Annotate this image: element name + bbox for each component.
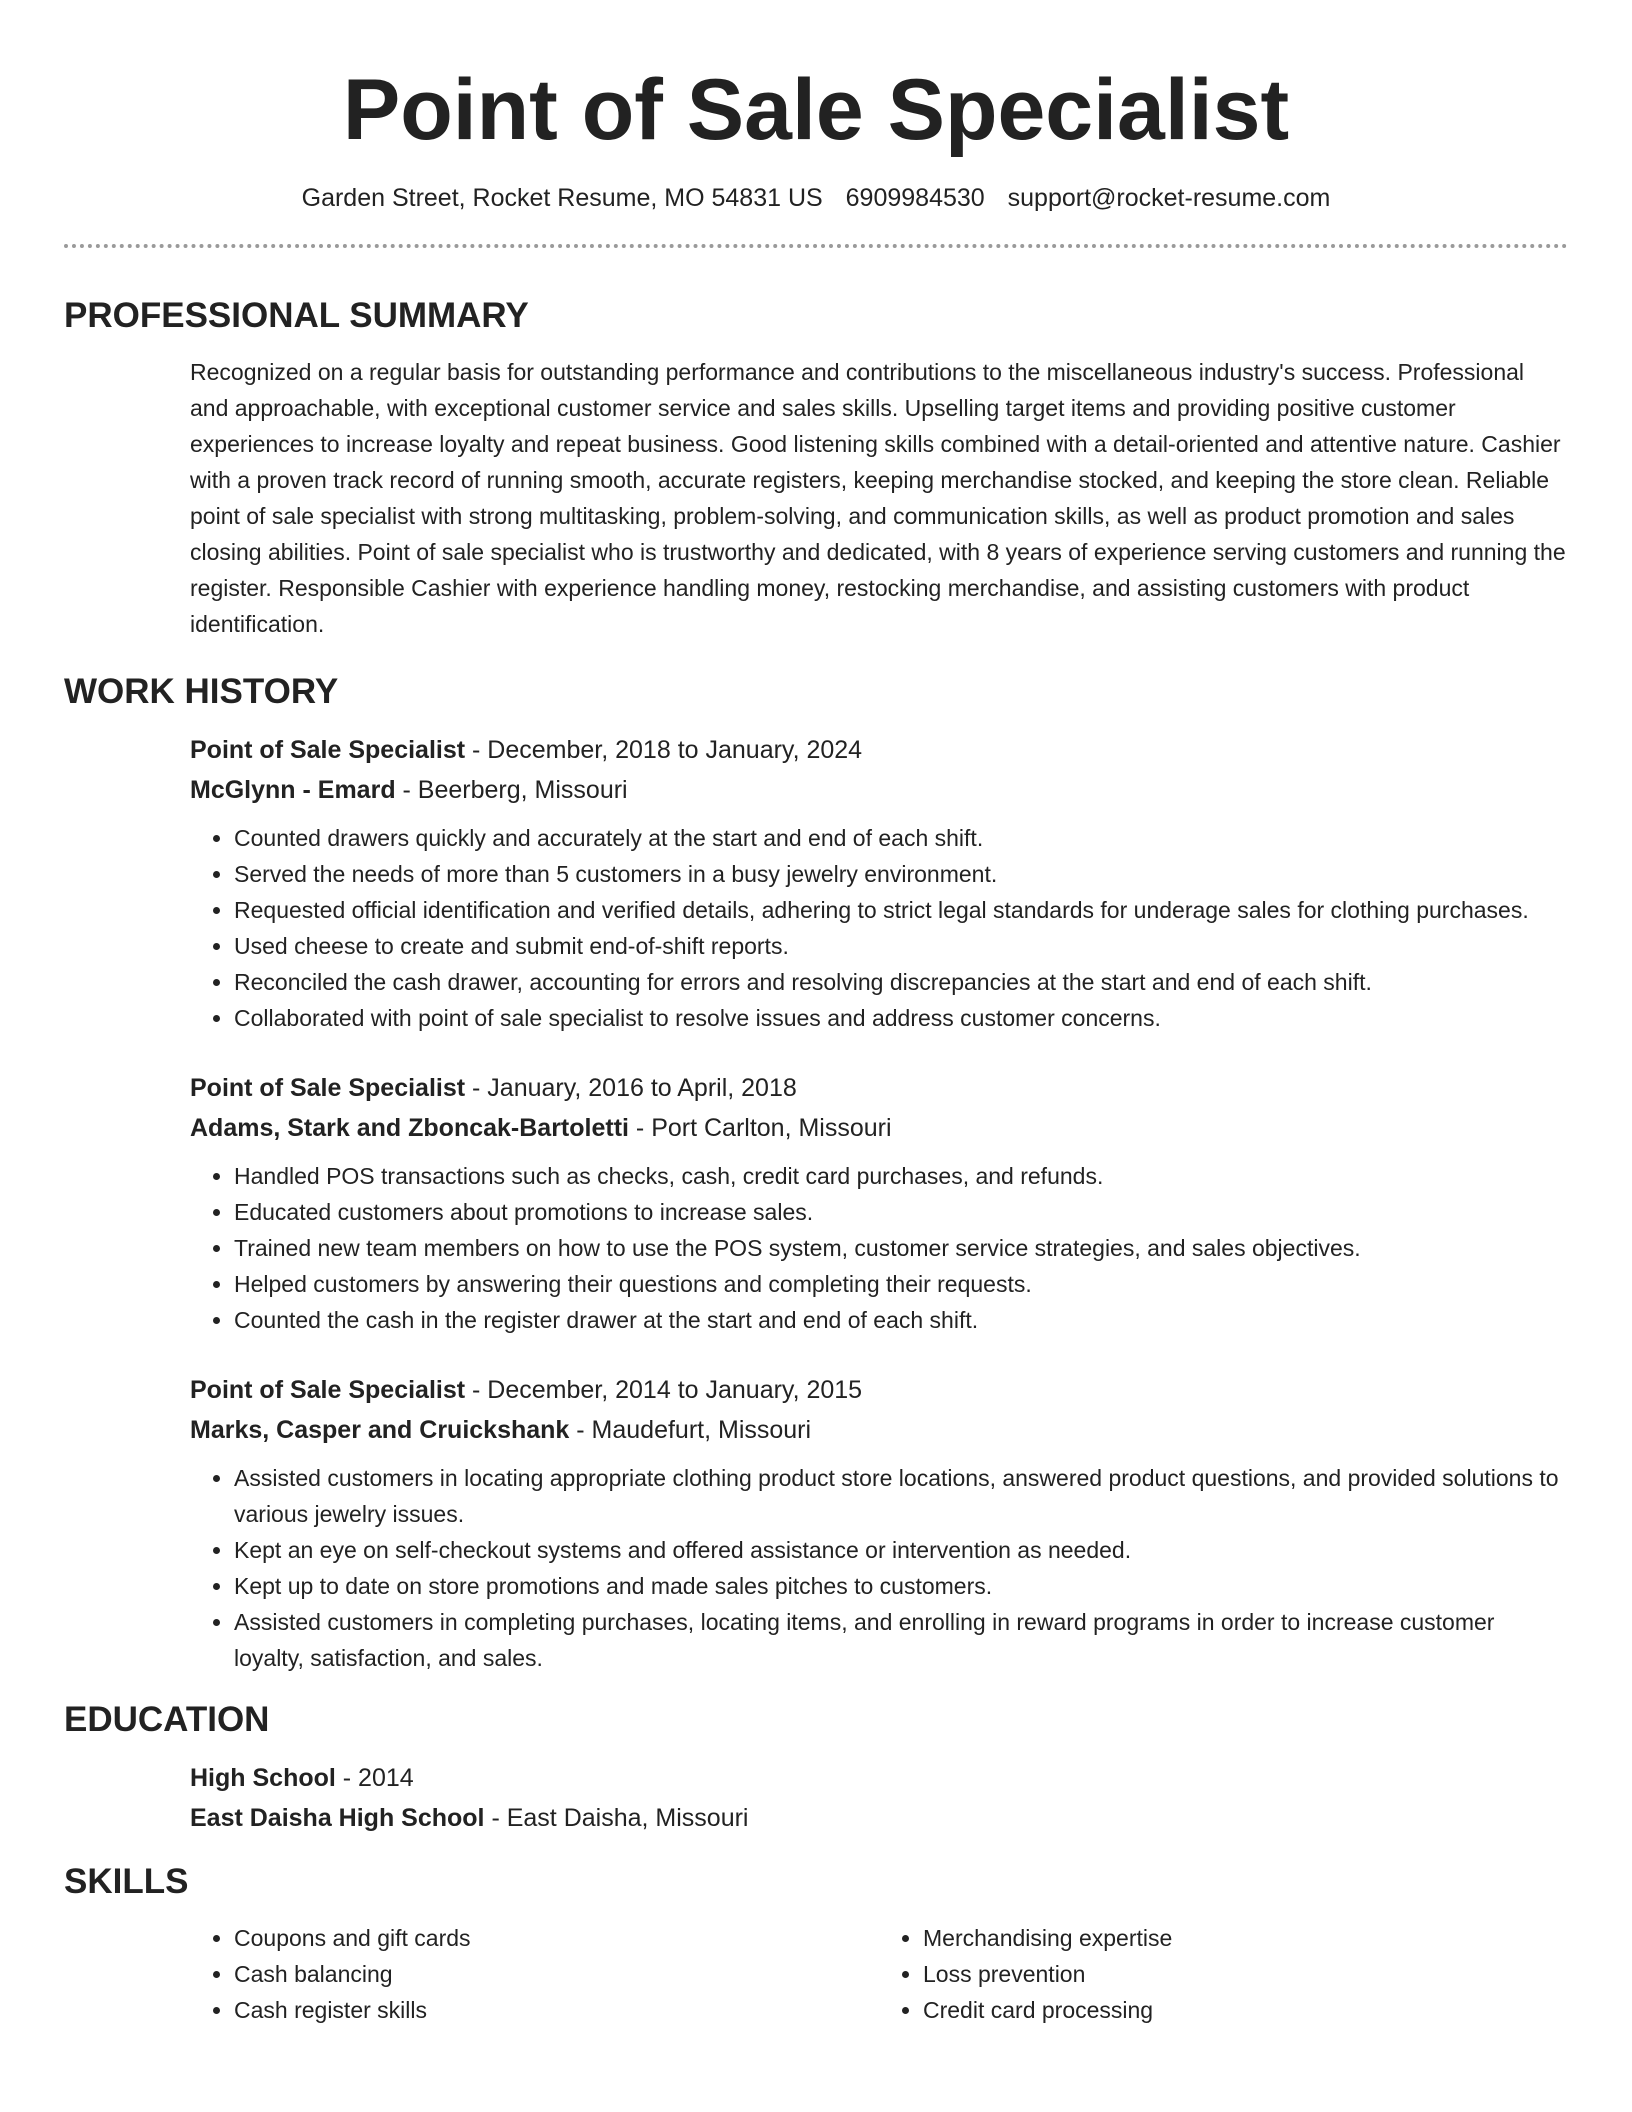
summary-section <box>64 294 1568 642</box>
list-item: • Handled POS transactions such as checks, cash, credit card purchases, and refunds. <box>234 1158 1568 1194</box>
job-location: - Port Carlton, Missouri <box>628 1114 892 1142</box>
job-role-line <box>190 730 1568 770</box>
job-company: Marks, Casper and Cruickshank <box>190 1416 570 1444</box>
job-company: Adams, Stark and Zboncak-Bartoletti <box>190 1114 629 1142</box>
header-divider <box>64 244 1568 248</box>
summary-title: PROFESSIONAL SUMMARY <box>64 296 529 335</box>
contact-email: support@rocket-resume.com <box>1007 184 1331 212</box>
list-item: • Counted the cash in the register drawer at the start and end of each shift. <box>234 1302 1568 1338</box>
job-bullets <box>190 1460 1568 1676</box>
job-entry <box>190 1370 1568 1676</box>
list-item: • Collaborated with point of sale specialist to resolve issues and address customer concerns. <box>234 1000 1568 1036</box>
job-role-line <box>190 1370 1568 1410</box>
education-entry <box>190 1758 1568 1838</box>
job-company-line <box>190 1410 1568 1450</box>
job-role: Point of Sale Specialist <box>190 1376 466 1404</box>
list-item: • Requested official identification and verified details, adhering to strict legal standards for underage sales for clothing purchases. <box>234 892 1568 928</box>
list-item: • Merchandising expertise <box>923 1920 1568 1956</box>
job-role: Point of Sale Specialist <box>190 736 466 764</box>
candidate-name: Point of Sale Specialist <box>342 62 1290 158</box>
education-section <box>64 1698 1568 1838</box>
skills-column-left <box>190 1920 879 2028</box>
list-item: • Kept an eye on self-checkout systems and offered assistance or intervention as needed. <box>234 1532 1568 1568</box>
education-degree: High School <box>190 1764 336 1792</box>
skills-column-right <box>879 1920 1568 2028</box>
work-history-title: WORK HISTORY <box>64 672 339 711</box>
work-history-section <box>64 670 1568 1676</box>
contact-phone: 6909984530 <box>845 184 985 212</box>
list-item: • Reconciled the cash drawer, accounting for errors and resolving discrepancies at the start and end of each shift. <box>234 964 1568 1000</box>
job-bullets <box>190 1158 1568 1338</box>
list-item: • Cash balancing <box>234 1956 879 1992</box>
summary-text: Recognized on a regular basis for outstanding performance and contributions to the miscellaneous industry's success. Professional and approachable, with exceptional customer service and sales skills. Upselling target items and providing positive customer experiences to increase loyalty and repeat business. Good listening skills combined with a detail-oriented and attentive nature. Cashier with a proven track record of running smooth, accurate registers, keeping merchandise stocked, and keeping the store clean. Reliable point of sale specialist with strong multitasking, problem-solving, and communication skills, as well as product promotion and sales closing abilities. Point of sale specialist who is trustworthy and dedicated, with 8 years of experience serving customers and running the register. Responsible Cashier with experience handling money, restocking merchandise, and assisting customers with product identification. <box>190 359 1566 637</box>
list-item: • Coupons and gift cards <box>234 1920 879 1956</box>
list-item: • Loss prevention <box>923 1956 1568 1992</box>
job-location: - Beerberg, Missouri <box>395 776 628 804</box>
list-item: • Cash register skills <box>234 1992 879 2028</box>
list-item: • Served the needs of more than 5 customers in a busy jewelry environment. <box>234 856 1568 892</box>
skills-title: SKILLS <box>64 1862 189 1901</box>
education-location: - East Daisha, Missouri <box>484 1804 749 1832</box>
list-item: • Assisted customers in locating appropriate clothing product store locations, answered product questions, and provided solutions to various jewelry issues. <box>234 1460 1568 1532</box>
job-dates: - January, 2016 to April, 2018 <box>465 1074 797 1102</box>
education-degree-line <box>190 1758 1568 1798</box>
job-bullets <box>190 820 1568 1036</box>
job-entry <box>190 730 1568 1036</box>
job-company-line <box>190 770 1568 810</box>
job-company-line <box>190 1108 1568 1148</box>
list-item: • Educated customers about promotions to increase sales. <box>234 1194 1568 1230</box>
list-item: • Used cheese to create and submit end-of-shift reports. <box>234 928 1568 964</box>
contact-address: Garden Street, Rocket Resume, MO 54831 US <box>301 184 823 212</box>
list-item: • Trained new team members on how to use the POS system, customer service strategies, and sales objectives. <box>234 1230 1568 1266</box>
job-entry <box>190 1068 1568 1338</box>
skills-section <box>64 1860 1568 2028</box>
job-role-line <box>190 1068 1568 1108</box>
list-item: • Helped customers by answering their questions and completing their requests. <box>234 1266 1568 1302</box>
list-item: • Counted drawers quickly and accurately at the start and end of each shift. <box>234 820 1568 856</box>
job-dates: - December, 2014 to January, 2015 <box>465 1376 863 1404</box>
contact-line <box>64 182 1568 214</box>
job-dates: - December, 2018 to January, 2024 <box>465 736 863 764</box>
job-location: - Maudefurt, Missouri <box>569 1416 812 1444</box>
list-item: • Assisted customers in completing purchases, locating items, and enrolling in reward programs in order to increase customer loyalty, satisfaction, and sales. <box>234 1604 1568 1676</box>
education-title: EDUCATION <box>64 1700 270 1739</box>
job-role: Point of Sale Specialist <box>190 1074 466 1102</box>
education-school: East Daisha High School <box>190 1804 485 1832</box>
list-item: • Credit card processing <box>923 1992 1568 2028</box>
job-company: McGlynn - Emard <box>190 776 396 804</box>
list-item: • Kept up to date on store promotions and made sales pitches to customers. <box>234 1568 1568 1604</box>
education-school-line <box>190 1798 1568 1838</box>
skills-grid <box>190 1920 1568 2028</box>
education-year: - 2014 <box>335 1764 414 1792</box>
